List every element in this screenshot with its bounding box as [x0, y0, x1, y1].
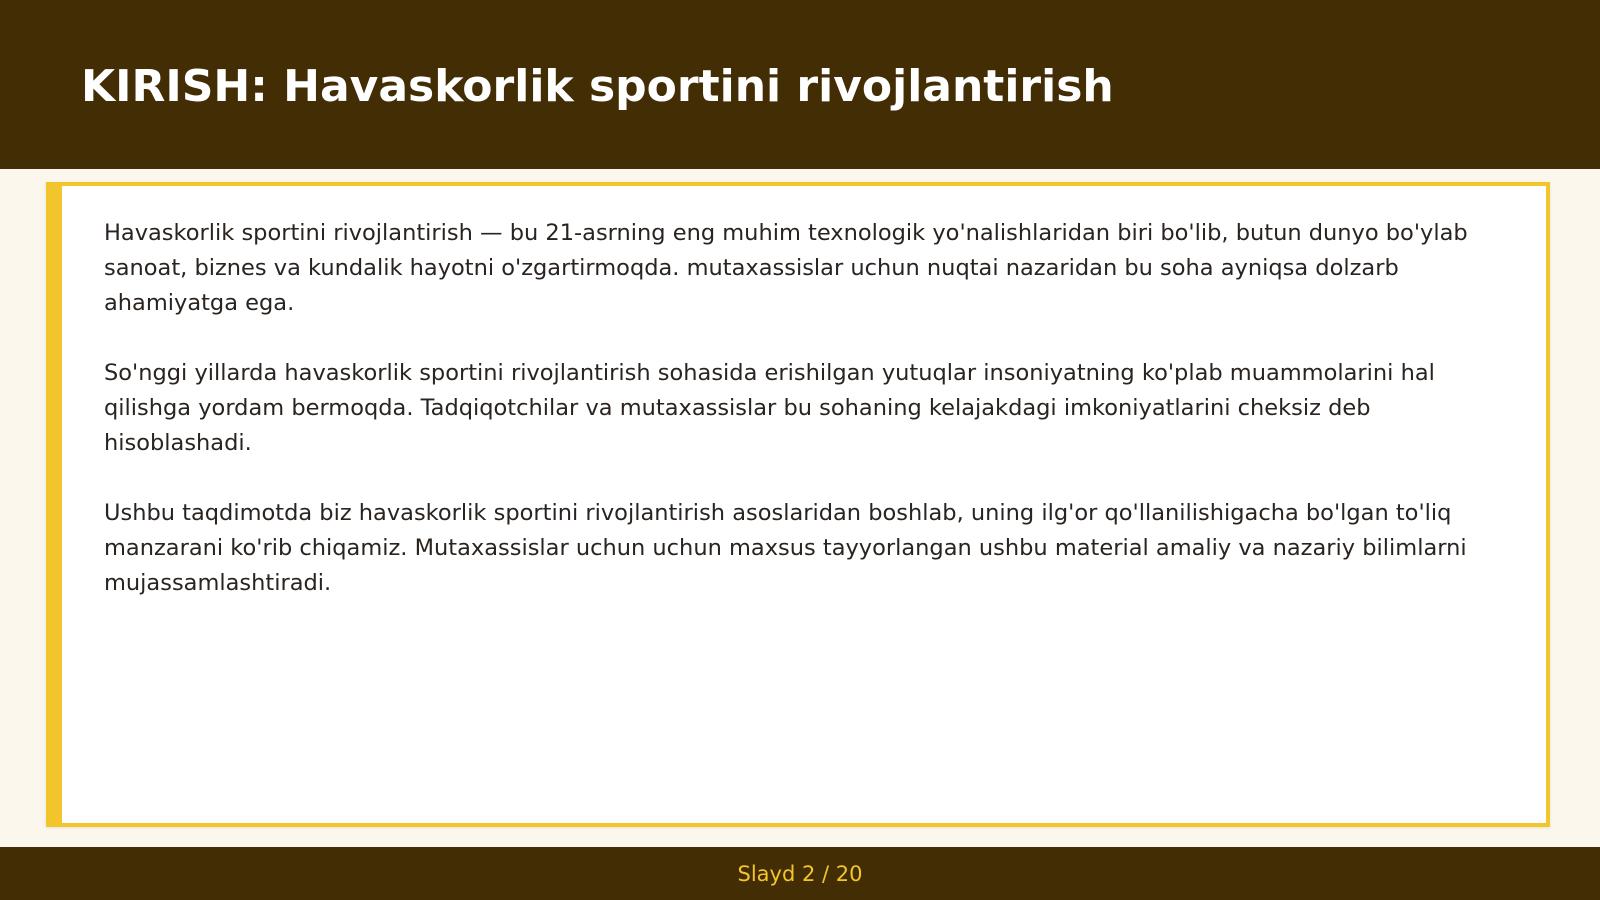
- content-box: [46, 182, 1550, 827]
- paragraph-intro: Havaskorlik sportini rivojlantirish — bu 21-asrning eng muhim texnologik yo'nalishlaridan biri bo'lib, butun dunyo bo'ylab sanoat, biznes va kundalik hayotni o'zgartirmoqda. mutaxassislar uchun nuqtai nazaridan bu soha ayniqsa dolzarb ahamiyatga ega.: [104, 220, 1468, 316]
- paragraph-achievements: So'nggi yillarda havaskorlik sportini rivojlantirish sohasida erishilgan yutuqlar insoniyatning ko'plab muammolarini hal qilishga yordam bermoqda. Tadqiqotchilar va mutaxassislar bu sohaning kelajakdagi imkoniyatlarini cheksiz deb hisoblashadi.: [104, 360, 1435, 456]
- slide-header: [0, 0, 1600, 169]
- slide-title: KIRISH: Havaskorlik sportini rivojlantirish: [81, 61, 1114, 112]
- slide-footer: [0, 847, 1600, 900]
- content-body: [104, 216, 1514, 636]
- paragraph-overview: Ushbu taqdimotda biz havaskorlik sportini rivojlantirish asoslaridan boshlab, uning ilg'or qo'llanilishigacha bo'lgan to'liq manzarani ko'rib chiqamiz. Mutaxassislar uchun uchun maxsus tayyorlangan ushbu material amaliy va nazariy bilimlarni mujassamlashtiradi.: [104, 500, 1467, 596]
- slide-number: Slayd 2 / 20: [737, 862, 863, 886]
